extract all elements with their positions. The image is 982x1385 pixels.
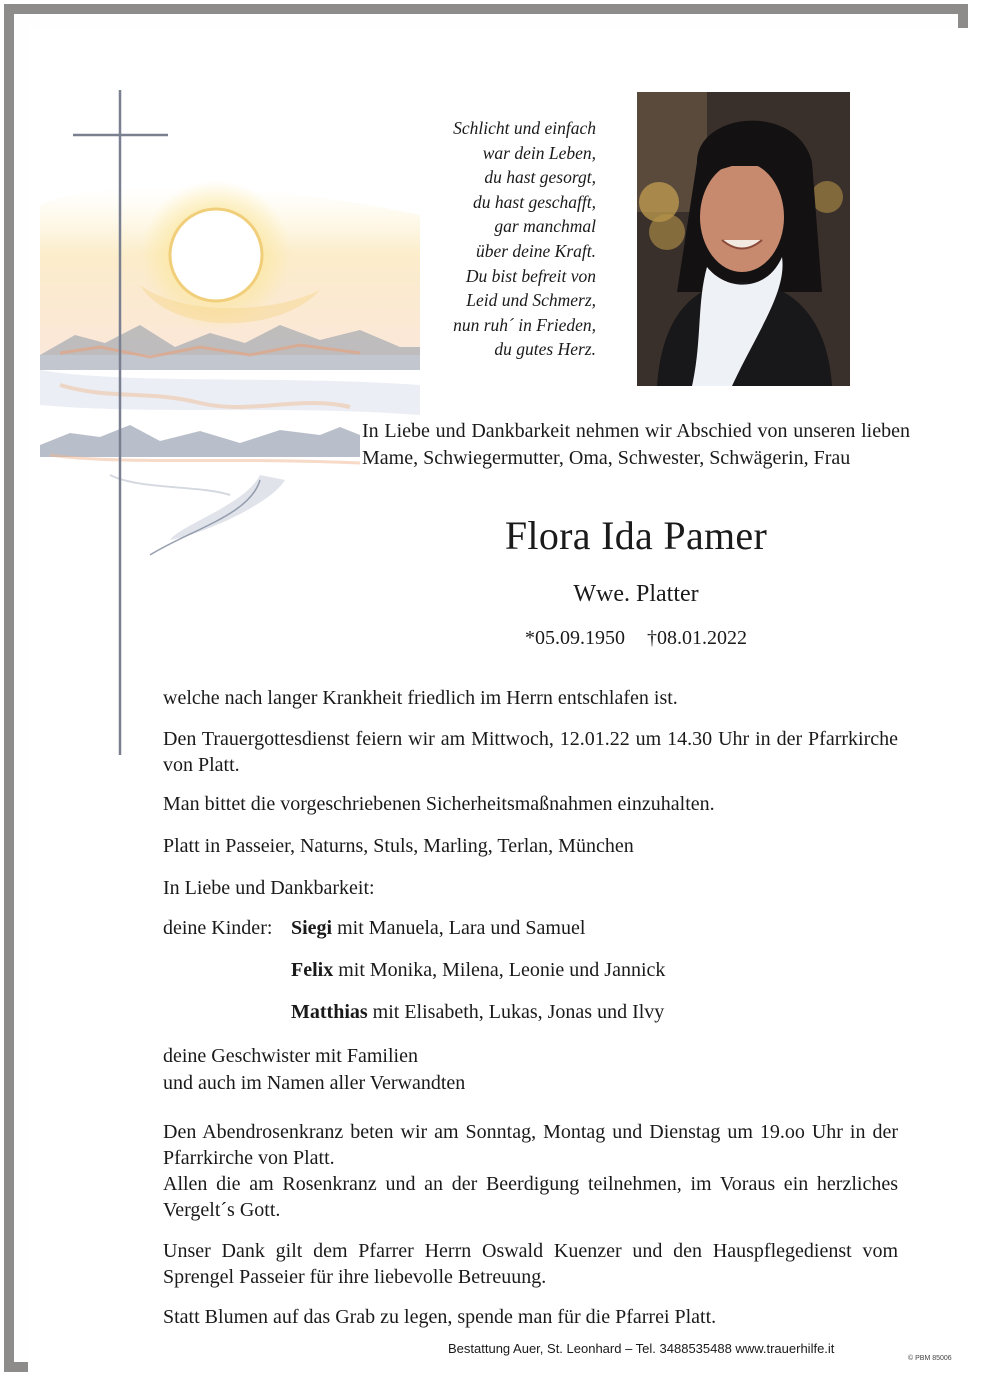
portrait-image: [637, 92, 850, 386]
child-family: mit Elisabeth, Lukas, Jonas und Ilvy: [367, 1001, 665, 1023]
poem-line: nun ruh´ in Frieden,: [453, 314, 596, 335]
poem-line: Du bist befreit von: [465, 265, 596, 286]
intro-text: In Liebe und Dankbarkeit nehmen wir Abschied von unseren lieben Mame, Schwiegermutter, Oma, Schwester, Schwägerin, Frau: [362, 420, 910, 469]
thanks-text: Unser Dank gilt dem Pfarrer Herrn Oswald Kuenzer und den Hauspflegedienst vom Sprengel Passeier für ihre liebevolle Betreuung.: [163, 1240, 898, 1288]
child-family: mit Manuela, Lara und Samuel: [332, 917, 586, 939]
widow-note: Wwe. Platter: [573, 581, 699, 607]
child-name: Felix: [291, 959, 334, 981]
death-date: †08.01.2022: [647, 627, 747, 649]
places-text: Platt in Passeier, Naturns, Stuls, Marling, Terlan, München: [163, 835, 634, 857]
gratitude-text: Allen die am Rosenkranz und an der Beerdigung teilnehmen, im Voraus ein herzliches Vergelt´s Gott.: [163, 1173, 898, 1221]
funeral-home-footer: Bestattung Auer, St. Leonhard – Tel. 3488535488 www.trauerhilfe.it: [448, 1341, 835, 1356]
child-family: mit Monika, Milena, Leonie und Jannick: [333, 959, 666, 981]
portrait-photo: [637, 92, 850, 386]
deceased-name: Flora Ida Pamer: [504, 513, 768, 558]
child-name: Siegi: [291, 917, 333, 939]
poem-line: du hast geschafft,: [473, 191, 596, 212]
child-name: Matthias: [291, 1001, 368, 1023]
poem-line: über deine Kraft.: [475, 240, 596, 261]
child-entry: [291, 959, 665, 982]
child-entry: [291, 1001, 664, 1024]
child-entry: [291, 917, 585, 940]
poem-line: Leid und Schmerz,: [466, 290, 596, 311]
birth-date: *05.09.1950: [525, 627, 625, 649]
poem-line: war dein Leben,: [482, 142, 596, 163]
poem: [400, 116, 596, 362]
poem-line: du gutes Herz.: [494, 339, 596, 360]
relatives-line: und auch im Namen aller Verwandten: [163, 1072, 466, 1094]
service-text: Den Trauergottesdienst feiern wir am Mittwoch, 12.01.22 um 14.30 Uhr in der Pfarrkirche von Platt.: [163, 728, 898, 776]
life-dates: [362, 627, 910, 650]
print-code: © PBM 85006: [908, 1355, 952, 1362]
poem-line: gar manchmal: [494, 216, 596, 237]
passing-text: welche nach langer Krankheit friedlich im Herrn entschlafen ist.: [163, 687, 678, 709]
rosary-text: Den Abendrosenkranz beten wir am Sonntag, Montag und Dienstag um 19.oo Uhr in der Pfarrkirche von Platt.: [163, 1121, 898, 1169]
safety-text: Man bittet die vorgeschriebenen Sicherheitsmaßnahmen einzuhalten.: [163, 793, 715, 815]
children-label: deine Kinder:: [163, 917, 273, 939]
poem-line: du hast gesorgt,: [484, 167, 596, 188]
love-text: In Liebe und Dankbarkeit:: [163, 877, 375, 899]
poem-line: Schlicht und einfach: [453, 118, 596, 138]
siblings-line: deine Geschwister mit Familien: [163, 1045, 418, 1067]
flowers-text: Statt Blumen auf das Grab zu legen, spende man für die Pfarrei Platt.: [163, 1306, 717, 1328]
